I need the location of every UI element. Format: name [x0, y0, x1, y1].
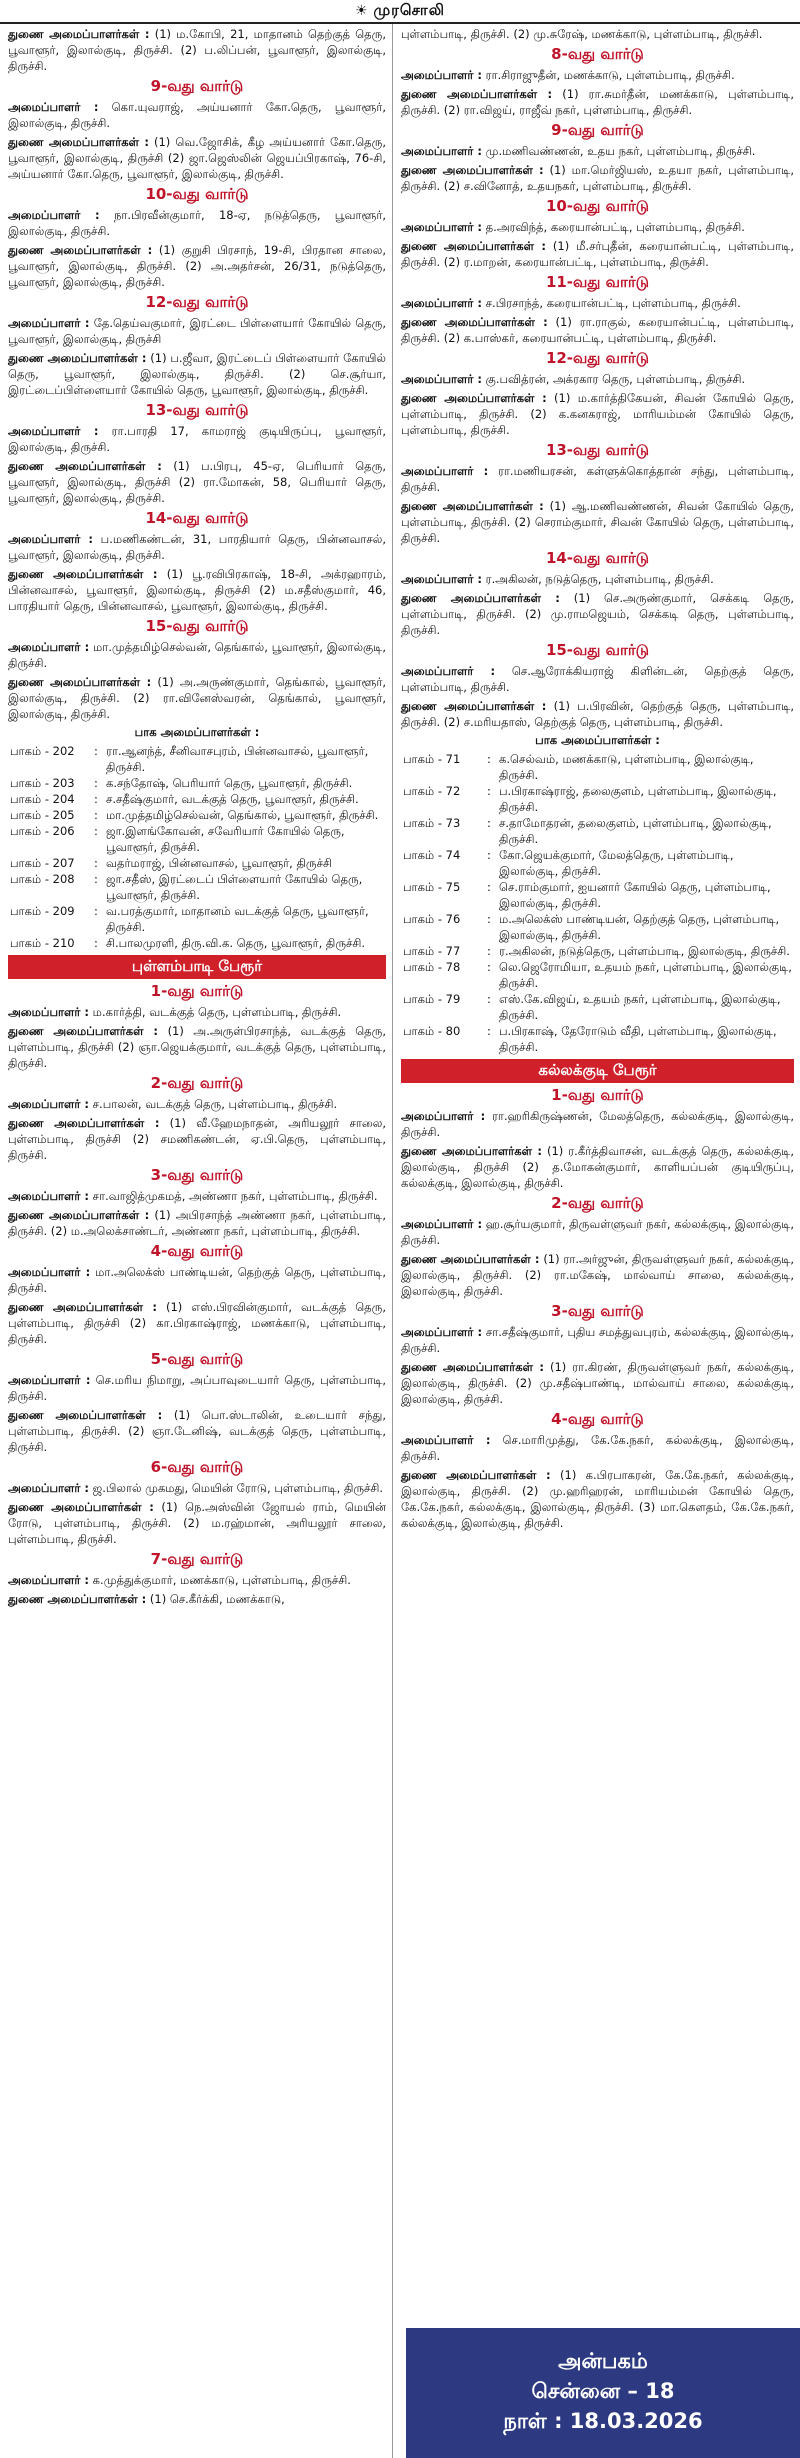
role-label: அமைப்பாளர் : — [401, 68, 483, 82]
booth-details: வ.பரத்குமார், மாதானம் வடக்குத் தெரு, பூவாளூர், திருச்சி. — [106, 904, 369, 934]
booth-row — [8, 775, 386, 791]
member-entry — [401, 1143, 794, 1191]
member-details: மா.அலெக்ஸ் பாண்டியன், தெற்குத் தெரு, புள்ளம்பாடி, திருச்சி. — [8, 1265, 387, 1295]
member-entry — [8, 315, 386, 347]
ward-heading: 13-வது வார்டு — [145, 401, 249, 419]
member-entry — [8, 134, 386, 182]
role-label: அமைப்பாளர் : — [401, 664, 496, 678]
role-label: துணை அமைப்பாளர்கள் : — [401, 1360, 544, 1374]
masthead — [0, 0, 800, 24]
member-entry — [401, 295, 794, 311]
article-columns — [0, 24, 800, 2458]
member-details: (1) ப.பிரவின், தெற்குத் தெரு, புள்ளம்பாடி, திருச்சி. (2) ச.மரியதாஸ், தெற்குத் தெரு, புள்ளம்பாடி, திருச்சி. — [401, 699, 794, 729]
member-details: தே.தெய்வகுமார், இரட்டை பிள்ளையார் கோயில் தெரு, பூவாளூர், இலால்குடி, திருச்சி — [8, 316, 386, 346]
role-label: துணை அமைப்பாளர்கள் : — [401, 87, 553, 101]
member-details: (1) வெ.ஜோசிக், கீழ அய்யனார் கோ.தெரு, பூவாளூர், இலால்குடி, திருச்சி (2) ஜா.ஜெஸ்லின் ஜெயப்பிரகாஷ், 76-சி, அய்யனார் கோ.தெரு, பூவாளூர், இலால்குடி, திருச்சி. — [8, 135, 386, 181]
member-entry — [401, 498, 794, 546]
booth-section-heading: பாக அமைப்பாளர்கள் : — [134, 725, 260, 739]
member-details: சா.சதீஷ்குமார், புதிய சமத்துவபுரம், கல்லக்குடி, இலால்குடி, திருச்சி. — [401, 1325, 795, 1355]
ward-heading: 9-வது வார்டு — [551, 121, 644, 139]
booth-details: ச.தாமோதரன், தலைகுளம், புள்ளம்பாடி, இலால்குடி, திருச்சி. — [499, 816, 772, 846]
member-entry — [401, 314, 794, 346]
member-entry — [401, 219, 794, 235]
member-details: ஜ.பிலால் முகமது, மெயின் ரோடு, புள்ளம்பாடி, திருச்சி. — [89, 1481, 384, 1495]
member-entry — [401, 663, 794, 695]
ward-heading: 9-வது வார்டு — [150, 77, 244, 95]
member-entry — [401, 390, 794, 438]
role-label: அமைப்பாளர் : — [401, 1433, 491, 1447]
role-label: அமைப்பாளர் : — [8, 1189, 90, 1203]
member-entry — [401, 67, 794, 83]
booth-separator: : — [487, 992, 491, 1006]
member-details: செ.மரிய நிமாறு, அப்பாவுடையார் தெரு, புள்ளம்பாடி, திருச்சி. — [8, 1373, 387, 1403]
booth-number: பாகம் - 72 — [403, 784, 461, 798]
booth-separator: : — [487, 752, 491, 766]
member-details: (1) பூ.ரவிபிரகாஷ், 18-சி, அக்ரஹாரம், பின்னவாசல், பூவாளூர், இலால்குடி, திருச்சி (2) ம.சதீஸ்குமார், 46, பாரதியார் தெரு, பின்னவாசல், பூவாளூர், இலால்குடி, திருச்சி. — [8, 567, 386, 613]
ward-heading: 11-வது வார்டு — [545, 273, 650, 291]
member-entry — [401, 371, 794, 387]
member-details: (1) ப.ஜீவா, இரட்டைப் பிள்ளையார் கோயில் தெரு, பூவாளூர், இலால்குடி, திருச்சி. (2) செ.சூர்யா, இரட்டைப்பிள்ளையார் கோயில் தெரு, பூவாளூர், இலால்குடி, திருச்சி. — [8, 351, 386, 397]
ward-heading: 2-வது வார்டு — [551, 1194, 644, 1212]
booth-row — [401, 959, 794, 991]
booth-details: கோ.ஜெயக்குமார், மேலத்தெரு, புள்ளம்பாடி, இலால்குடி, திருச்சி. — [499, 848, 734, 878]
town-banner: கல்லக்குடி பேரூர் — [401, 1059, 794, 1083]
role-label: துணை அமைப்பாளர்கள் : — [8, 1116, 160, 1130]
member-entry — [401, 238, 794, 270]
member-details: ரா.மணியரசன், கள்ளுக்கொத்தான் சந்து, புள்ளம்பாடி, திருச்சி. — [401, 464, 794, 494]
role-label: அமைப்பாளர் : — [8, 1373, 91, 1387]
member-entry — [8, 1207, 386, 1239]
booth-section-heading: பாக அமைப்பாளர்கள் : — [535, 733, 660, 747]
booth-details: க.செல்வம், மணக்காடு, புள்ளம்பாடி, இலால்குடி, திருச்சி. — [499, 752, 754, 782]
member-entry — [8, 1115, 386, 1163]
role-label: அமைப்பாளர் : — [8, 640, 90, 654]
member-entry — [8, 1407, 386, 1455]
ward-heading: 3-வது வார்டு — [551, 1302, 644, 1320]
member-entry — [8, 531, 386, 563]
booth-separator: : — [94, 936, 98, 950]
member-details: (1) க.பிரபாகரன், கே.கே.நகர், கல்லக்குடி, இலால்குடி, திருச்சி. (2) மு.ஹரிஹரன், மாரியம்மன் கோயில் தெரு, கே.கே.நகர், கல்லக்குடி, இலால்குடி, திருச்சி. (3) மா.கௌதம், கே.கே.நகர், கல்லக்குடி, இலால்குடி, திருச்சி. — [401, 1468, 794, 1530]
role-label: துணை அமைப்பாளர்கள் : — [8, 351, 147, 365]
member-entry — [401, 463, 794, 495]
member-details: (1) நெ.அஸ்வின் ஜோயல் ராம், மெயின் ரோடு, புள்ளம்பாடி, திருச்சி. (2) ம.ரஹ்மான், அரியலூர் சாலை, புள்ளம்பாடி, திருச்சி. — [8, 1500, 387, 1546]
address-date: நாள் : 18.03.2026 — [503, 2409, 703, 2433]
member-entry — [8, 1264, 386, 1296]
role-label: துணை அமைப்பாளர்கள் : — [8, 1208, 150, 1222]
member-details: (1) ஆ.மணிவண்ணன், சிவன் கோயில் தெரு, புள்ளம்பாடி, திருச்சி. (2) செராம்குமார், சிவன் கோயில் தெரு, புள்ளம்பாடி, திருச்சி. — [401, 499, 794, 545]
member-entry — [8, 674, 386, 722]
booth-details: சி.பாலமுரளி, திரு.வி.க. தெரு, பூவாளூர், திருச்சி. — [106, 936, 366, 950]
booth-details: க.சந்தோஷ், பெரியார் தெரு, பூவாளூர், திருச்சி. — [106, 776, 353, 790]
member-details: நா.பிரவீன்குமார், 18-ஏ, நடுத்தெரு, பூவாளூர், இலால்குடி, திருச்சி. — [8, 208, 386, 238]
booth-row — [401, 879, 794, 911]
member-entry — [401, 1324, 794, 1356]
booth-row — [401, 991, 794, 1023]
booth-row — [8, 791, 386, 807]
booth-separator: : — [487, 816, 491, 830]
ward-heading: 1-வது வார்டு — [150, 982, 244, 1000]
member-entry — [8, 1004, 386, 1020]
role-label: அமைப்பாளர் : — [401, 296, 483, 310]
member-entry — [401, 698, 794, 730]
address-city: சென்னை – 18 — [531, 2379, 675, 2403]
booth-details: மா.முத்தமிழ்செல்வன், தெங்கால், பூவாளூர், திருச்சி. — [106, 808, 379, 822]
role-label: துணை அமைப்பாளர்கள் : — [401, 699, 547, 713]
role-label: துணை அமைப்பாளர்கள் : — [8, 243, 153, 257]
right-column — [392, 24, 800, 2458]
member-details: (1) ரா.கிரண், திருவள்ளுவர் நகர், கல்லக்குடி, இலால்குடி, திருச்சி. (2) மு.சதீஷ்பாண்டி, மால்வாய் சாலை, கல்லக்குடி, இலால்குடி, திருச்சி. — [401, 1360, 794, 1406]
member-details: (1) எஸ்.பிரவின்குமார், வடக்குத் தெரு, புள்ளம்பாடி, திருச்சி (2) கா.பிரகாஷ்ராஜ், மணக்காடு, புள்ளம்பாடி, திருச்சி. — [8, 1300, 386, 1346]
booth-separator: : — [94, 904, 98, 918]
role-label: துணை அமைப்பாளர்கள் : — [8, 567, 158, 581]
member-details: ரா.சிராஜுதீன், மணக்காடு, புள்ளம்பாடி, திருச்சி. — [482, 68, 735, 82]
booth-row — [8, 743, 386, 775]
member-entry — [8, 1572, 386, 1588]
ward-heading: 13-வது வார்டு — [545, 441, 650, 459]
role-label: துணை அமைப்பாளர்கள் : — [401, 499, 544, 513]
role-label: அமைப்பாளர் : — [401, 1109, 486, 1123]
member-details: (1) அ.அருள்பிரசாந்த், வடக்குத் தெரு, புள்ளம்பாடி, திருச்சி (2) ஞா.ஜெயக்குமார், வடக்குத் தெரு, புள்ளம்பாடி, திருச்சி. — [8, 1024, 386, 1070]
member-details: (1) குறுசி பிரசாந், 19-சி, பிரதான சாலை, பூவாளூர், இலால்குடி, திருச்சி. (2) அ.அதர்சன், 26/31, நடுத்தெரு, பூவாளூர், இலால்குடி, திருச்சி. — [8, 243, 386, 289]
member-entry — [8, 1372, 386, 1404]
ward-heading: 5-வது வார்டு — [150, 1350, 244, 1368]
booth-number: பாகம் - 77 — [403, 944, 461, 958]
member-entry — [8, 566, 386, 614]
member-details: (1) ரா.ராகுல், கரையான்பட்டி, புள்ளம்பாடி, திருச்சி. (2) க.பாஸ்கர், கரையான்பட்டி, புள்ளம்பாடி, திருச்சி. — [401, 315, 794, 345]
role-label: துணை அமைப்பாளர்கள் : — [8, 135, 149, 149]
member-details: (1) ம.கோபி, 21, மாதானம் தெற்குத் தெரு, பூவாளூர், இலால்குடி, திருச்சி. (2) ப.லிப்பன், பூவாளூர், இலால்குடி, திருச்சி. — [8, 27, 386, 73]
member-entry — [8, 458, 386, 506]
role-label: துணை அமைப்பாளர்கள் : — [8, 1300, 157, 1314]
member-entry — [8, 242, 386, 290]
member-entry — [401, 1467, 794, 1531]
member-entry — [8, 99, 386, 131]
member-details: (1) செ.அருண்குமார், செக்கடி தெரு, புள்ளம்பாடி, திருச்சி. (2) மு.ராமஜெயம், செக்கடி தெரு, புள்ளம்பாடி, திருச்சி. — [401, 591, 794, 637]
booth-details: ச.சதீஷ்குமார், வடக்குத் தெரு, பூவாளூர், திருச்சி. — [106, 792, 359, 806]
ward-heading: 10-வது வார்டு — [545, 197, 650, 215]
member-entry — [8, 423, 386, 455]
booth-separator: : — [487, 880, 491, 894]
booth-row — [401, 911, 794, 943]
role-label: அமைப்பாளர் : — [8, 1481, 90, 1495]
member-details: செ.மாரிமுத்து, கே.கே.நகர், கல்லக்குடி, இலால்குடி, திருச்சி. — [401, 1433, 794, 1463]
booth-number: பாகம் - 73 — [403, 816, 461, 830]
booth-separator: : — [487, 960, 491, 974]
role-label: துணை அமைப்பாளர்கள் : — [401, 391, 547, 405]
booth-details: ப.பிரகாஷ், தேரோடும் வீதி, புள்ளம்பாடி, இலால்குடி, திருச்சி. — [499, 1024, 777, 1054]
booth-details: வதர்மராஜ், பின்னவாசல், பூவாளூர், திருச்சி — [106, 856, 332, 870]
member-details: ச.பிரசாந்த், கரையான்பட்டி, புள்ளம்பாடி, திருச்சி. — [482, 296, 741, 310]
booth-separator: : — [94, 776, 98, 790]
member-details: புள்ளம்பாடி, திருச்சி. (2) மு.சுரேஷ், மணக்காடு, புள்ளம்பாடி, திருச்சி. — [401, 27, 763, 41]
member-details: செ.ஆரோக்கியராஜ் கிளின்டன், தெற்குத் தெரு, புள்ளம்பாடி, திருச்சி. — [401, 664, 794, 694]
booth-number: பாகம் - 78 — [403, 960, 461, 974]
booth-row — [401, 751, 794, 783]
member-entry — [8, 207, 386, 239]
member-details: ர.அகிலன், நடுத்தெரு, புள்ளம்பாடி, திருச்சி. — [482, 572, 714, 586]
member-entry — [401, 26, 794, 42]
member-details: (1) ரா.சுமர்தீன், மணக்காடு, புள்ளம்பாடி, திருச்சி. (2) ரா.விஜய், ராஜீவ் நகர், புள்ளம்பாடி, திருச்சி. — [401, 87, 794, 117]
member-entry — [401, 1108, 794, 1140]
member-entry — [8, 1023, 386, 1071]
role-label: துணை அமைப்பாளர்கள் : — [8, 27, 150, 41]
member-entry — [8, 639, 386, 671]
member-details: கு.பவித்ரன், அக்ரகார தெரு, புள்ளம்பாடி, திருச்சி. — [482, 372, 746, 386]
member-entry — [8, 1591, 386, 1607]
role-label: அமைப்பாளர் : — [8, 1573, 90, 1587]
member-details: (1) ப.பிரபு, 45-ஏ, பெரியார் தெரு, பூவாளூர், இலால்குடி, திருச்சி (2) ரா.மோகன், 58, பெரியார் தெரு, பூவாளூர், இலால்குடி, திருச்சி. — [8, 459, 386, 505]
ward-heading: 12-வது வார்டு — [545, 349, 650, 367]
booth-row — [401, 815, 794, 847]
role-label: துணை அமைப்பாளர்கள் : — [8, 459, 162, 473]
member-entry — [401, 162, 794, 194]
role-label: அமைப்பாளர் : — [401, 1217, 483, 1231]
booth-row — [401, 783, 794, 815]
masthead-title: முரசொலி — [373, 1, 446, 19]
booth-separator: : — [94, 744, 98, 758]
booth-details: எஸ்.கே.விஜய், உதயம் நகர், புள்ளம்பாடி, இலால்குடி, திருச்சி. — [499, 992, 781, 1022]
role-label: அமைப்பாளர் : — [8, 208, 100, 222]
member-details: ரா.ஹரிகிருஷ்ணன், மேலத்தெரு, கல்லக்குடி, இலால்குடி, திருச்சி. — [401, 1109, 794, 1139]
booth-row — [8, 935, 386, 951]
member-details: (1) ர.கீர்த்திவாசன், வடக்குத் தெரு, கல்லக்குடி, இலால்குடி, திருச்சி (2) த.மோகன்குமார், காளியப்பன் குடியிருப்பு, கல்லக்குடி, இலால்குடி, திருச்சி. — [401, 1144, 794, 1190]
booth-number: பாகம் - 80 — [403, 1024, 461, 1038]
role-label: அமைப்பாளர் : — [8, 532, 94, 546]
member-details: கொ.யுவராஜ், அய்யனார் கோ.தெரு, பூவாளூர், இலால்குடி, திருச்சி. — [8, 100, 386, 130]
booth-separator: : — [94, 824, 98, 838]
member-details: ம.கார்த்தி, வடக்குத் தெரு, புள்ளம்பாடி, திருச்சி. — [89, 1005, 342, 1019]
member-entry — [8, 1299, 386, 1347]
member-entry — [8, 1188, 386, 1204]
member-details: (1) பொ.ஸ்டாலின், உடையார் சந்து, புள்ளம்பாடி, திருச்சி. (2) ஞா.டேனிஷ், வடக்குத் தெரு, புள்ளம்பாடி, திருச்சி. — [8, 1408, 386, 1454]
member-entry — [401, 1216, 794, 1248]
town-banner: புள்ளம்பாடி பேரூர் — [8, 955, 386, 979]
role-label: அமைப்பாளர் : — [8, 1265, 91, 1279]
booth-separator: : — [94, 808, 98, 822]
member-details: சா.வாஜித்முகமத், அண்ணா நகர், புள்ளம்பாடி, திருச்சி. — [89, 1189, 378, 1203]
booth-number: பாகம் - 203 — [10, 776, 75, 790]
ward-heading: 15-வது வார்டு — [545, 641, 650, 659]
role-label: துணை அமைப்பாளர்கள் : — [8, 1592, 147, 1606]
role-label: துணை அமைப்பாளர்கள் : — [401, 239, 546, 253]
booth-number: பாகம் - 74 — [403, 848, 461, 862]
ward-heading: 14-வது வார்டு — [545, 549, 650, 567]
member-entry — [8, 1096, 386, 1112]
booth-separator: : — [487, 944, 491, 958]
booth-row — [8, 855, 386, 871]
role-label: அமைப்பாளர் : — [8, 1097, 90, 1111]
booth-number: பாகம் - 76 — [403, 912, 461, 926]
booth-separator: : — [487, 1024, 491, 1038]
member-details: (1) வீ.ஹேமநாதன், அரியலூர் சாலை, புள்ளம்பாடி, திருச்சி (2) சமணிகண்டன், ஏ.பி.தெரு, புள்ளம்பாடி, திருச்சி. — [8, 1116, 386, 1162]
role-label: துணை அமைப்பாளர்கள் : — [8, 1500, 154, 1514]
booth-table — [8, 743, 386, 951]
role-label: துணை அமைப்பாளர்கள் : — [8, 1408, 163, 1422]
role-label: துணை அமைப்பாளர்கள் : — [401, 1468, 551, 1482]
role-label: அமைப்பாளர் : — [401, 1325, 483, 1339]
member-details: (1) ரா.அர்ஜுன், திருவள்ளுவர் நகர், கல்லக்குடி, இலால்குடி, திருச்சி. (2) ரா.மகேஷ், மால்வாய் சாலை, கல்லக்குடி, இலால்குடி, திருச்சி. — [401, 1252, 794, 1298]
booth-number: பாகம் - 71 — [403, 752, 461, 766]
booth-details: ரா.ஆனந்த், சீனிவாசபுரம், பின்னவாசல், பூவாளூர், திருச்சி. — [106, 744, 369, 774]
booth-number: பாகம் - 75 — [403, 880, 461, 894]
booth-number: பாகம் - 204 — [10, 792, 75, 806]
ward-heading: 8-வது வார்டு — [551, 45, 644, 63]
role-label: அமைப்பாளர் : — [8, 316, 90, 330]
ward-heading: 14-வது வார்டு — [145, 509, 249, 527]
booth-separator: : — [94, 792, 98, 806]
booth-details: ம.அலெக்ஸ் பாண்டியன், தெற்குத் தெரு, புள்ளம்பாடி, இலால்குடி, திருச்சி. — [499, 912, 780, 942]
role-label: அமைப்பாளர் : — [401, 220, 483, 234]
ward-heading: 1-வது வார்டு — [551, 1086, 644, 1104]
member-details: (1) மா.மெர்ஜியஸ், உதயா நகர், புள்ளம்பாடி, திருச்சி. (2) ச.வினோத், உதயநகர், புள்ளம்பாடி, திருச்சி. — [401, 163, 794, 193]
role-label: அமைப்பாளர் : — [401, 572, 483, 586]
booth-table — [401, 751, 794, 1055]
role-label: அமைப்பாளர் : — [8, 100, 99, 114]
member-details: க.முத்துக்குமார், மணக்காடு, புள்ளம்பாடி, திருச்சி. — [89, 1573, 351, 1587]
booth-separator: : — [94, 872, 98, 886]
role-label: துணை அமைப்பாளர்கள் : — [401, 1252, 540, 1266]
booth-number: பாகம் - 79 — [403, 992, 461, 1006]
booth-details: லெ.ஜெரோமியா, உதயம் நகர், புள்ளம்பாடி, இலால்குடி, திருச்சி. — [499, 960, 792, 990]
booth-row — [8, 807, 386, 823]
role-label: அமைப்பாளர் : — [401, 144, 483, 158]
booth-details: ர.அகிலன், நடுத்தெரு, புள்ளம்பாடி, இலால்குடி, திருச்சி. — [499, 944, 790, 958]
member-details: (1) அ.அருண்குமார், தெங்கால், பூவாளூர், இலால்குடி, திருச்சி. (2) ரா.வினேஸ்வரன், தெங்கால், பூவாளூர், இலால்குடி, திருச்சி. — [8, 675, 386, 721]
booth-number: பாகம் - 206 — [10, 824, 75, 838]
left-column — [0, 24, 392, 2458]
booth-separator: : — [94, 856, 98, 870]
member-entry — [8, 26, 386, 74]
booth-number: பாகம் - 202 — [10, 744, 75, 758]
member-entry — [401, 590, 794, 638]
booth-details: செ.ராம்குமார், ஐயனார் கோயில் தெரு, புள்ளம்பாடி, இலால்குடி, திருச்சி. — [499, 880, 771, 910]
member-details: (1) ம.கார்த்திகேயன், சிவன் கோயில் தெரு, புள்ளம்பாடி, திருச்சி. (2) க.கனகராஜ், மாரியம்மன் கோயில் தெரு, புள்ளம்பாடி, திருச்சி. — [401, 391, 794, 437]
member-details: (1) செ.கீர்க்கி, மணக்காடு, — [146, 1592, 285, 1606]
role-label: அமைப்பாளர் : — [401, 372, 483, 386]
member-entry — [401, 1359, 794, 1407]
role-label: துணை அமைப்பாளர்கள் : — [8, 675, 152, 689]
ward-heading: 6-வது வார்டு — [150, 1458, 244, 1476]
ward-heading: 15-வது வார்டு — [145, 617, 249, 635]
member-details: ஹ.சூர்யகுமார், திருவள்ளுவர் நகர், கல்லக்குடி, இலால்குடி, திருச்சி. — [401, 1217, 795, 1247]
role-label: அமைப்பாளர் : — [8, 424, 99, 438]
member-details: மா.முத்தமிழ்செல்வன், தெங்கால், பூவாளூர், இலால்குடி, திருச்சி. — [8, 640, 386, 670]
booth-number: பாகம் - 208 — [10, 872, 75, 886]
ward-heading: 3-வது வார்டு — [150, 1166, 244, 1184]
ward-heading: 7-வது வார்டு — [150, 1550, 244, 1568]
ward-heading: 2-வது வார்டு — [150, 1074, 244, 1092]
ward-heading: 10-வது வார்டு — [145, 185, 249, 203]
booth-separator: : — [487, 848, 491, 862]
ward-heading: 4-வது வார்டு — [150, 1242, 244, 1260]
ward-heading: 12-வது வார்டு — [145, 293, 249, 311]
member-details: (1) மீ.சர்புதீன், கரையான்பட்டி, புள்ளம்பாடி, திருச்சி. (2) ர.மாறன், கரையான்பட்டி, புள்ளம்பாடி, திருச்சி. — [401, 239, 794, 269]
booth-row — [401, 847, 794, 879]
booth-row — [401, 1023, 794, 1055]
booth-row — [8, 871, 386, 903]
member-entry — [401, 1432, 794, 1464]
role-label: துணை அமைப்பாளர்கள் : — [401, 315, 548, 329]
address-place: அன்பகம் — [558, 2349, 648, 2373]
role-label: துணை அமைப்பாளர்கள் : — [401, 591, 560, 605]
booth-row — [401, 943, 794, 959]
rising-sun-icon: ☀ — [354, 3, 368, 19]
booth-row — [8, 823, 386, 855]
member-details: மு.மணிவண்ணன், உதய நகர், புள்ளம்பாடி, திருச்சி. — [482, 144, 756, 158]
member-entry — [8, 350, 386, 398]
booth-number: பாகம் - 205 — [10, 808, 75, 822]
member-entry — [8, 1499, 386, 1547]
member-details: த.அரவிந்த், கரையான்பட்டி, புள்ளம்பாடி, திருச்சி. — [482, 220, 745, 234]
member-details: (1) அபிரசாந்த் அண்ணா நகர், புள்ளம்பாடி, திருச்சி. (2) ம.அலெக்சாண்டர், அண்ணா நகர், புள்ளம்பாடி, திருச்சி. — [8, 1208, 386, 1238]
member-entry — [401, 86, 794, 118]
ward-heading: 4-வது வார்டு — [551, 1410, 644, 1428]
booth-details: ஜா.சதீஸ், இரட்டைப் பிள்ளையார் கோயில் தெரு, பூவாளூர், திருச்சி. — [106, 872, 363, 902]
member-details: ப.மணிகண்டன், 31, பாரதியார் தெரு, பின்னவாசல், பூவாளூர், இலால்குடி, திருச்சி. — [8, 532, 387, 562]
role-label: துணை அமைப்பாளர்கள் : — [401, 1144, 542, 1158]
member-entry — [401, 1251, 794, 1299]
booth-number: பாகம் - 209 — [10, 904, 75, 918]
booth-number: பாகம் - 207 — [10, 856, 75, 870]
role-label: அமைப்பாளர் : — [401, 464, 489, 478]
member-entry — [401, 143, 794, 159]
member-details: ச.பாலன், வடக்குத் தெரு, புள்ளம்பாடி, திருச்சி. — [89, 1097, 338, 1111]
member-entry — [8, 1480, 386, 1496]
member-entry — [401, 571, 794, 587]
booth-number: பாகம் - 210 — [10, 936, 75, 950]
booth-details: ஜா.இளங்கோவன், சவேரியார் கோயில் தெரு, பூவாளூர், திருச்சி. — [106, 824, 345, 854]
booth-details: ப.பிரகாஷ்ராஜ், தலைகுளம், புள்ளம்பாடி, இலால்குடி, திருச்சி. — [499, 784, 777, 814]
booth-separator: : — [487, 912, 491, 926]
address-box — [406, 2328, 800, 2458]
booth-row — [8, 903, 386, 935]
role-label: துணை அமைப்பாளர்கள் : — [401, 163, 544, 177]
role-label: துணை அமைப்பாளர்கள் : — [8, 1024, 159, 1038]
role-label: அமைப்பாளர் : — [8, 1005, 90, 1019]
member-details: ரா.பாரதி 17, காமராஜ் குடியிருப்பு, பூவாளூர், இலால்குடி, திருச்சி. — [8, 424, 386, 454]
booth-separator: : — [487, 784, 491, 798]
